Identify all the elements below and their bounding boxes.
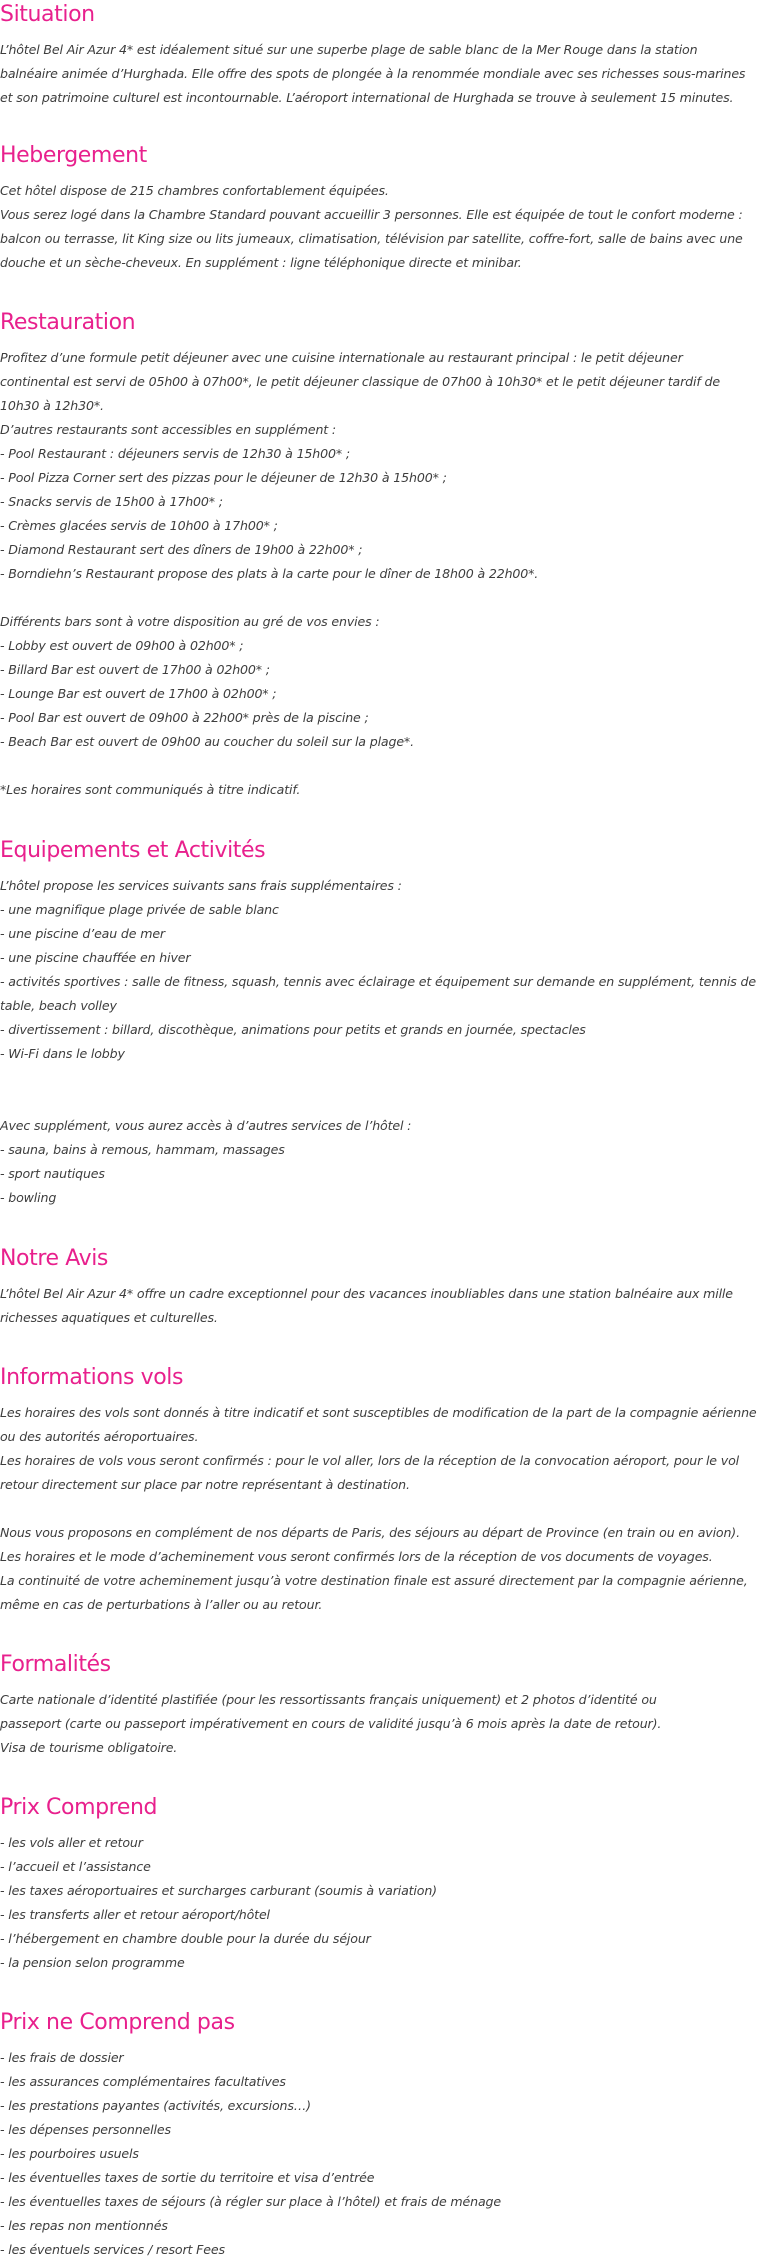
blank-line [0, 1090, 758, 1114]
text-line: - les assurances complémentaires facultatives [0, 2074, 286, 2089]
text-line: 10h30 à 12h30*. [0, 398, 104, 413]
text-line: balnéaire animée d’Hurghada. Elle offre des spots de plongée à la renommée mondiale avec ses richesses sous-marines [0, 66, 746, 81]
text-line: richesses aquatiques et culturelles. [0, 1310, 218, 1325]
section-title: Restauration [0, 310, 136, 335]
text-line: L’hôtel Bel Air Azur 4* est idéalement situé sur une superbe plage de sable blanc de la Mer Rouge dans la station [0, 42, 698, 57]
section-vols [0, 1363, 758, 1617]
blank-line [0, 754, 758, 778]
text-line: Visa de tourisme obligatoire. [0, 1740, 178, 1755]
text-line: - les pourboires usuels [0, 2146, 139, 2161]
text-line: - divertissement : billard, discothèque, animations pour petits et grands en journée, spectacles [0, 1022, 586, 1037]
section-title: Informations vols [0, 1365, 184, 1390]
section-restauration [0, 308, 758, 802]
section-avis [0, 1244, 758, 1330]
text-line: - Billard Bar est ouvert de 17h00 à 02h00* ; [0, 662, 270, 677]
text-line: et son patrimoine culturel est incontournable. L’aéroport international de Hurghada se trouve à seulement 15 minutes. [0, 90, 734, 105]
text-line: D’autres restaurants sont accessibles en supplément : [0, 422, 337, 437]
blank-line [0, 586, 758, 610]
section-hebergement [0, 141, 758, 275]
blank-line [0, 1066, 758, 1090]
text-line: Vous serez logé dans la Chambre Standard pouvant accueillir 3 personnes. Elle est équipée de tout le confort moderne : [0, 207, 743, 222]
text-line: - Crèmes glacées servis de 10h00 à 17h00* ; [0, 518, 278, 533]
section-prix-ne-comprend [0, 2008, 758, 2262]
text-line: Les horaires et le mode d’acheminement vous seront confirmés lors de la réception de vos documents de voyages. [0, 1549, 713, 1564]
text-line: même en cas de perturbations à l’aller ou au retour. [0, 1597, 323, 1612]
text-line: - Lobby est ouvert de 09h00 à 02h00* ; [0, 638, 244, 653]
text-line: - les transferts aller et retour aéroport/hôtel [0, 1907, 270, 1922]
section-situation [0, 0, 758, 110]
text-line: - les dépenses personnelles [0, 2122, 171, 2137]
section-body [0, 346, 758, 802]
text-line: - les éventuelles taxes de sortie du territoire et visa d’entrée [0, 2170, 375, 2185]
section-title: Prix ne Comprend pas [0, 2010, 235, 2035]
text-line: L’hôtel Bel Air Azur 4* offre un cadre exceptionnel pour des vacances inoubliables dans une station balnéaire aux mille [0, 1286, 733, 1301]
text-line: - les éventuelles taxes de séjours (à régler sur place à l’hôtel) et frais de ménage [0, 2194, 501, 2209]
text-line: Les horaires de vols vous seront confirmés : pour le vol aller, lors de la réception de la convocation aéroport, pour le vol [0, 1453, 739, 1468]
text-line: Profitez d’une formule petit déjeuner avec une cuisine internationale au restaurant principal : le petit déjeuner [0, 350, 683, 365]
text-line: Différents bars sont à votre disposition au gré de vos envies : [0, 614, 380, 629]
section-title: Notre Avis [0, 1246, 108, 1271]
text-line: Nous vous proposons en complément de nos départs de Paris, des séjours au départ de Province (en train ou en avion). [0, 1525, 740, 1540]
text-line: retour directement sur place par notre représentant à destination. [0, 1477, 410, 1492]
text-line: - sauna, bains à remous, hammam, massages [0, 1142, 285, 1157]
text-line: - Wi-Fi dans le lobby [0, 1046, 125, 1061]
text-line: *Les horaires sont communiqués à titre indicatif. [0, 782, 301, 797]
section-title: Equipements et Activités [0, 838, 266, 863]
text-line: - Pool Restaurant : déjeuners servis de 12h30 à 15h00* ; [0, 446, 350, 461]
text-line: - sport nautiques [0, 1166, 105, 1181]
text-line: passeport (carte ou passeport impérativement en cours de validité jusqu’à 6 mois après la date de retour). [0, 1716, 662, 1731]
text-line: - les vols aller et retour [0, 1835, 143, 1850]
text-line: Carte nationale d’identité plastifiée (pour les ressortissants français uniquement) et 2 photos d’identité ou [0, 1692, 657, 1707]
text-line: - Snacks servis de 15h00 à 17h00* ; [0, 494, 223, 509]
text-line: - bowling [0, 1190, 57, 1205]
section-body [0, 1401, 758, 1617]
section-body [0, 2046, 758, 2262]
text-line: continental est servi de 05h00 à 07h00*, le petit déjeuner classique de 07h00 à 10h30* et le petit déjeuner tardif de [0, 374, 720, 389]
section-prix-comprend [0, 1793, 758, 1975]
section-title: Prix Comprend [0, 1795, 158, 1820]
section-title: Hebergement [0, 143, 147, 168]
text-line: ou des autorités aéroportuaires. [0, 1429, 199, 1444]
section-body [0, 1282, 758, 1330]
text-line: - l’hébergement en chambre double pour la durée du séjour [0, 1931, 371, 1946]
text-line: Les horaires des vols sont donnés à titre indicatif et sont susceptibles de modification de la part de la compagnie aérienne [0, 1405, 757, 1420]
text-line: - les éventuels services / resort Fees [0, 2242, 225, 2257]
section-body [0, 38, 758, 110]
blank-line [0, 1497, 758, 1521]
text-line: douche et un sèche-cheveux. En supplément : ligne téléphonique directe et minibar. [0, 255, 522, 270]
section-title: Formalités [0, 1652, 111, 1677]
text-line: Avec supplément, vous aurez accès à d’autres services de l’hôtel : [0, 1118, 412, 1133]
text-line: - une piscine d’eau de mer [0, 926, 165, 941]
text-line: - les repas non mentionnés [0, 2218, 168, 2233]
text-line: La continuité de votre acheminement jusqu’à votre destination finale est assuré directement par la compagnie aérienne, [0, 1573, 748, 1588]
text-line: - les frais de dossier [0, 2050, 124, 2065]
text-line: - la pension selon programme [0, 1955, 185, 1970]
text-line: - Diamond Restaurant sert des dîners de 19h00 à 22h00* ; [0, 542, 363, 557]
section-body [0, 1831, 758, 1975]
text-line: - Pool Pizza Corner sert des pizzas pour le déjeuner de 12h30 à 15h00* ; [0, 470, 447, 485]
text-line: L’hôtel propose les services suivants sans frais supplémentaires : [0, 878, 402, 893]
section-body [0, 1688, 758, 1760]
text-line: - l’accueil et l’assistance [0, 1859, 151, 1874]
text-line: - une piscine chauffée en hiver [0, 950, 191, 965]
section-body [0, 874, 758, 1210]
text-line: - une magnifique plage privée de sable blanc [0, 902, 279, 917]
text-line: - Borndiehn’s Restaurant propose des plats à la carte pour le dîner de 18h00 à 22h00*. [0, 566, 539, 581]
text-line: - Pool Bar est ouvert de 09h00 à 22h00* près de la piscine ; [0, 710, 369, 725]
section-formalites [0, 1650, 758, 1760]
text-line: - activités sportives : salle de fitness, squash, tennis avec éclairage et équipement sur demande en supplément, tennis de [0, 974, 756, 989]
section-title: Situation [0, 2, 95, 27]
text-line: - Beach Bar est ouvert de 09h00 au coucher du soleil sur la plage*. [0, 734, 414, 749]
text-line: Cet hôtel dispose de 215 chambres confortablement équipées. [0, 183, 389, 198]
text-line: - les prestations payantes (activités, excursions…) [0, 2098, 311, 2113]
section-equipements [0, 836, 758, 1210]
text-line: - les taxes aéroportuaires et surcharges carburant (soumis à variation) [0, 1883, 437, 1898]
text-line: - Lounge Bar est ouvert de 17h00 à 02h00* ; [0, 686, 277, 701]
text-line: balcon ou terrasse, lit King size ou lits jumeaux, climatisation, télévision par satellite, coffre-fort, salle de bains avec une [0, 231, 743, 246]
text-line: table, beach volley [0, 998, 117, 1013]
section-body [0, 179, 758, 275]
